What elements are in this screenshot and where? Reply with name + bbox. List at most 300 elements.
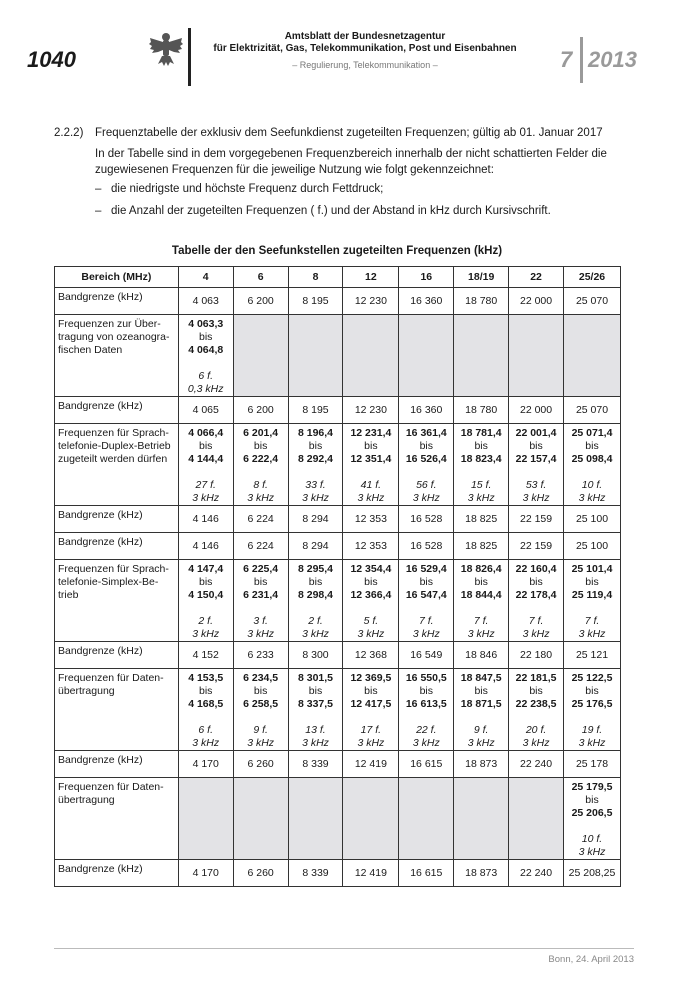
frequency-low: 18 826,4: [460, 563, 502, 575]
frequency-bis: bis: [529, 685, 543, 697]
frequency-low: 18 847,5: [460, 672, 502, 684]
table-header-row: [55, 267, 621, 288]
band-limit-cell: 25 178: [564, 751, 621, 778]
frequency-cell: [233, 424, 288, 506]
frequency-high: 6 231,4: [243, 589, 279, 601]
band-limit-cell: 12 230: [343, 397, 399, 424]
band-limit-cell: 8 294: [288, 506, 343, 533]
frequency-count: 7 f.: [528, 615, 544, 627]
band-limit-row: [55, 397, 621, 424]
band-limit-cell: 8 339: [288, 860, 343, 887]
column-header-band: 12: [343, 267, 399, 288]
frequency-step: 3 kHz: [578, 492, 606, 504]
frequency-table: [54, 266, 621, 887]
row-label: Bandgrenze (kHz): [55, 397, 179, 424]
frequency-step: 3 kHz: [357, 628, 385, 640]
frequency-step: 3 kHz: [578, 737, 606, 749]
frequency-low: 8 295,4: [297, 563, 334, 575]
cell-spacer: [343, 602, 398, 615]
cell-spacer: [564, 466, 620, 479]
frequency-low: 25 122,5: [571, 672, 613, 684]
band-limit-cell: 6 200: [233, 288, 288, 315]
shaded-cell: [399, 778, 454, 860]
frequency-step: 3 kHz: [578, 846, 606, 858]
frequency-bis: bis: [529, 576, 543, 588]
frequency-cell: [564, 424, 621, 506]
frequency-step: 3 kHz: [412, 492, 440, 504]
band-limit-cell: 12 419: [343, 860, 399, 887]
frequency-count: 2 f.: [198, 615, 214, 627]
frequency-row: [55, 778, 621, 860]
frequency-cell: [509, 424, 564, 506]
frequency-count: 15 f.: [470, 479, 492, 491]
band-limit-cell: 22 000: [509, 288, 564, 315]
frequency-low: 12 369,5: [350, 672, 392, 684]
band-limit-cell: 4 065: [178, 397, 233, 424]
frequency-high: 18 844,4: [460, 589, 502, 601]
band-limit-cell: 18 873: [454, 860, 509, 887]
band-limit-cell: 4 170: [178, 751, 233, 778]
footer-divider: [54, 948, 634, 949]
row-label: Frequenzen für Sprach-telefonie-Simplex-Be-trieb: [55, 560, 179, 642]
frequency-row: [55, 560, 621, 642]
frequency-count: 33 f.: [305, 479, 326, 491]
row-label: Bandgrenze (kHz): [55, 860, 179, 887]
frequency-count: 10 f.: [581, 479, 603, 491]
row-label: Bandgrenze (kHz): [55, 288, 179, 315]
band-limit-cell: 16 615: [399, 860, 454, 887]
frequency-step: 3 kHz: [357, 492, 385, 504]
cell-spacer: [343, 466, 398, 479]
band-limit-cell: 22 240: [509, 751, 564, 778]
band-limit-cell: 6 224: [233, 533, 288, 560]
band-limit-cell: 22 159: [509, 533, 564, 560]
cell-spacer: [564, 820, 620, 833]
row-label: Bandgrenze (kHz): [55, 533, 179, 560]
band-limit-cell: 18 780: [454, 397, 509, 424]
cell-spacer: [564, 602, 620, 615]
frequency-step: 3 kHz: [302, 628, 329, 640]
bullet-bold: [95, 181, 635, 197]
frequency-bis: bis: [529, 440, 543, 452]
column-header-band: 6: [233, 267, 288, 288]
frequency-count: 3 f.: [253, 615, 268, 627]
shaded-cell: [178, 778, 233, 860]
shaded-cell: [233, 778, 288, 860]
frequency-high: 22 178,4: [515, 589, 557, 601]
frequency-count: 53 f.: [525, 479, 547, 491]
shaded-cell: [454, 778, 509, 860]
cell-spacer: [509, 466, 563, 479]
frequency-cell: [399, 560, 454, 642]
frequency-low: 4 153,5: [188, 672, 224, 684]
column-header-bereich: Bereich (MHz): [55, 267, 179, 288]
band-limit-cell: 22 240: [509, 860, 564, 887]
cell-spacer: [289, 602, 343, 615]
band-limit-cell: 16 360: [399, 397, 454, 424]
frequency-count: 22 f.: [416, 724, 437, 736]
frequency-bis: bis: [253, 440, 268, 452]
frequency-bis: bis: [474, 576, 488, 588]
band-limit-cell: 8 300: [288, 642, 343, 669]
section-number: 2.2.2): [54, 127, 84, 139]
frequency-count: 9 f.: [253, 724, 268, 736]
band-limit-cell: 18 873: [454, 751, 509, 778]
band-limit-cell: 6 200: [233, 397, 288, 424]
frequency-count: 6 f.: [198, 724, 214, 736]
frequency-bis: bis: [474, 685, 488, 697]
frequency-step: 3 kHz: [578, 628, 606, 640]
frequency-low: 4 147,4: [188, 563, 224, 575]
frequency-step: 3 kHz: [412, 737, 440, 749]
table-title: Tabelle der den Seefunkstellen zugeteilten Frequenzen (kHz): [171, 245, 503, 257]
band-limit-cell: 12 368: [343, 642, 399, 669]
frequency-bis: bis: [585, 685, 599, 697]
frequency-count: 56 f.: [416, 479, 437, 491]
cell-spacer: [343, 711, 398, 724]
frequency-step: 3 kHz: [247, 737, 275, 749]
shaded-cell: [343, 315, 399, 397]
frequency-count: 5 f.: [363, 615, 379, 627]
cell-spacer: [289, 711, 343, 724]
frequency-low: 22 181,5: [515, 672, 557, 684]
frequency-step: 3 kHz: [522, 492, 550, 504]
row-label: Frequenzen für Daten-übertragung: [55, 778, 179, 860]
frequency-count: 7 f.: [473, 615, 489, 627]
frequency-high: 6 222,4: [243, 453, 279, 465]
frequency-step: 3 kHz: [302, 737, 329, 749]
frequency-bis: bis: [199, 440, 213, 452]
frequency-step: 3 kHz: [467, 492, 495, 504]
cell-spacer: [564, 711, 620, 724]
cell-spacer: [509, 711, 563, 724]
bullet-bold-text: die niedrigste und höchste Frequenz durch Fettdruck;: [111, 183, 384, 195]
band-limit-cell: 18 825: [454, 506, 509, 533]
frequency-low: 4 066,4: [188, 427, 224, 439]
shaded-cell: [509, 778, 564, 860]
band-limit-cell: 18 846: [454, 642, 509, 669]
column-header-band: 18/19: [454, 267, 509, 288]
section-title: Frequenztabelle der exklusiv dem Seefunkdienst zugeteilten Frequenzen; gültig ab 01. Januar 2017: [95, 127, 603, 139]
frequency-low: 22 001,4: [515, 427, 557, 439]
frequency-bis: bis: [253, 685, 268, 697]
frequency-bis: bis: [585, 794, 599, 806]
column-header-band: 4: [178, 267, 233, 288]
column-header-band: 8: [288, 267, 343, 288]
frequency-bis: bis: [308, 576, 323, 588]
frequency-cell: [343, 424, 399, 506]
frequency-bis: bis: [585, 440, 599, 452]
frequency-cell: [454, 669, 509, 751]
frequency-cell: [509, 669, 564, 751]
band-limit-cell: 4 152: [178, 642, 233, 669]
shaded-cell: [509, 315, 564, 397]
band-limit-row: [55, 642, 621, 669]
band-limit-cell: 8 339: [288, 751, 343, 778]
frequency-low: 6 234,5: [243, 672, 279, 684]
frequency-bis: bis: [419, 440, 433, 452]
frequency-low: 8 301,5: [297, 672, 334, 684]
frequency-count: 19 f.: [581, 724, 603, 736]
frequency-cell: [178, 669, 233, 751]
frequency-high: 12 366,4: [350, 589, 392, 601]
frequency-bis: bis: [199, 685, 213, 697]
row-label: Frequenzen für Sprach-telefonie-Duplex-Betrieb zugeteilt werden dürfen: [55, 424, 179, 506]
frequency-high: 8 298,4: [297, 589, 334, 601]
frequency-count: 7 f.: [584, 615, 600, 627]
band-limit-row: [55, 860, 621, 887]
band-limit-cell: 16 549: [399, 642, 454, 669]
frequency-row: [55, 424, 621, 506]
page-number: 1040: [27, 47, 76, 72]
frequency-high: 22 238,5: [515, 698, 557, 710]
frequency-high: 4 168,5: [188, 698, 224, 710]
publication-subtitle: – Regulierung, Telekommunikation –: [292, 60, 438, 70]
cell-spacer: [454, 711, 508, 724]
frequency-cell: [288, 560, 343, 642]
frequency-high: 18 871,5: [460, 698, 502, 710]
frequency-low: 16 361,4: [405, 427, 447, 439]
row-label: Bandgrenze (kHz): [55, 642, 179, 669]
frequency-bis: bis: [419, 576, 433, 588]
cell-spacer: [399, 602, 453, 615]
frequency-count: 20 f.: [525, 724, 547, 736]
frequency-low: 4 063,3: [188, 318, 224, 330]
frequency-low: 18 781,4: [460, 427, 502, 439]
frequency-low: 25 179,5: [571, 781, 613, 793]
frequency-bis: bis: [474, 440, 488, 452]
frequency-step: 3 kHz: [522, 628, 550, 640]
frequency-high: 12 351,4: [350, 453, 392, 465]
frequency-bis: bis: [308, 440, 323, 452]
footer-date: Bonn, 24. April 2013: [548, 954, 634, 965]
frequency-step: 3 kHz: [357, 737, 385, 749]
bullet-dash: –: [95, 205, 102, 217]
frequency-cell: [564, 778, 621, 860]
frequency-cell: [288, 669, 343, 751]
band-limit-cell: 8 195: [288, 288, 343, 315]
column-header-band: 25/26: [564, 267, 621, 288]
frequency-high: 22 157,4: [515, 453, 557, 465]
band-limit-cell: 16 528: [399, 533, 454, 560]
frequency-cell: [399, 669, 454, 751]
frequency-low: 6 225,4: [243, 563, 279, 575]
frequency-high: 4 064,8: [188, 344, 224, 356]
band-limit-cell: 25 100: [564, 506, 621, 533]
frequency-step: 0,3 kHz: [187, 383, 224, 395]
frequency-cell: [564, 669, 621, 751]
band-limit-cell: 22 159: [509, 506, 564, 533]
frequency-bis: bis: [199, 331, 213, 343]
section-description: In der Tabelle sind in dem vorgegebenen Frequenzbereich innerhalb der nicht schattierten Felder die zugewiesenen Frequenzen für die jeweilige Nutzung wie folgt gekennzeichnet:: [95, 148, 607, 176]
shaded-cell: [233, 315, 288, 397]
frequency-cell: [343, 669, 399, 751]
frequency-count: 2 f.: [308, 615, 323, 627]
band-limit-cell: 4 146: [178, 506, 233, 533]
frequency-step: 3 kHz: [412, 628, 440, 640]
cell-spacer: [234, 466, 288, 479]
frequency-high: 8 337,5: [297, 698, 334, 710]
frequency-bis: bis: [199, 576, 213, 588]
frequency-bis: bis: [364, 576, 378, 588]
frequency-low: 25 101,4: [571, 563, 613, 575]
frequency-step: 3 kHz: [247, 492, 275, 504]
bullet-italic-text: die Anzahl der zugeteilten Frequenzen ( f.) und der Abstand in kHz durch Kursivschrift.: [111, 205, 551, 217]
frequency-low: 12 354,4: [350, 563, 392, 575]
shaded-cell: [454, 315, 509, 397]
frequency-step: 3 kHz: [247, 628, 275, 640]
frequency-step: 3 kHz: [467, 737, 495, 749]
band-limit-cell: 12 353: [343, 506, 399, 533]
frequency-step: 3 kHz: [522, 737, 550, 749]
bullet-italic: [95, 203, 635, 219]
frequency-count: 13 f.: [305, 724, 326, 736]
band-limit-cell: 22 180: [509, 642, 564, 669]
frequency-count: 8 f.: [253, 479, 268, 491]
frequency-count: 9 f.: [473, 724, 489, 736]
issue-year: 2013: [588, 47, 637, 72]
band-limit-cell: 25 208,25: [564, 860, 621, 887]
publication-title-line1: Amtsblatt der Bundesnetzagentur: [284, 31, 446, 42]
row-label: Frequenzen für Daten-übertragung: [55, 669, 179, 751]
issue-number: 7: [560, 47, 573, 72]
band-limit-cell: 6 260: [233, 751, 288, 778]
frequency-high: 4 144,4: [188, 453, 224, 465]
band-limit-cell: 6 233: [233, 642, 288, 669]
band-limit-cell: 18 780: [454, 288, 509, 315]
header-divider: [188, 28, 191, 86]
frequency-high: 25 206,5: [571, 807, 613, 819]
frequency-high: 16 547,4: [405, 589, 447, 601]
frequency-high: 18 823,4: [460, 453, 502, 465]
frequency-bis: bis: [253, 576, 268, 588]
frequency-high: 6 258,5: [243, 698, 279, 710]
frequency-cell: [288, 424, 343, 506]
publication-title-line2: für Elektrizität, Gas, Telekommunikation, Post und Eisenbahnen: [213, 43, 517, 54]
frequency-cell: [564, 560, 621, 642]
frequency-cell: [509, 560, 564, 642]
cell-spacer: [289, 466, 343, 479]
band-limit-cell: 25 121: [564, 642, 621, 669]
frequency-low: 16 529,4: [405, 563, 447, 575]
band-limit-cell: 16 528: [399, 506, 454, 533]
band-limit-cell: 25 070: [564, 288, 621, 315]
cell-spacer: [179, 711, 233, 724]
row-label: Frequenzen zur Über-tragung von ozeanogra-fischen Daten: [55, 315, 179, 397]
band-limit-row: [55, 533, 621, 560]
cell-spacer: [234, 602, 288, 615]
frequency-count: 41 f.: [360, 479, 382, 491]
frequency-low: 22 160,4: [515, 563, 557, 575]
band-limit-cell: 22 000: [509, 397, 564, 424]
band-limit-cell: 8 195: [288, 397, 343, 424]
frequency-high: 12 417,5: [350, 698, 392, 710]
cell-spacer: [399, 466, 453, 479]
row-label: Bandgrenze (kHz): [55, 506, 179, 533]
frequency-cell: [233, 560, 288, 642]
band-limit-cell: 12 353: [343, 533, 399, 560]
frequency-cell: [178, 315, 233, 397]
frequency-bis: bis: [364, 440, 378, 452]
frequency-high: 4 150,4: [188, 589, 224, 601]
band-limit-cell: 16 615: [399, 751, 454, 778]
frequency-cell: [178, 424, 233, 506]
band-limit-row: [55, 751, 621, 778]
frequency-row: [55, 669, 621, 751]
frequency-low: 25 071,4: [571, 427, 613, 439]
frequency-high: 25 098,4: [571, 453, 613, 465]
band-limit-cell: 12 419: [343, 751, 399, 778]
shaded-cell: [399, 315, 454, 397]
shaded-cell: [564, 315, 621, 397]
frequency-cell: [454, 424, 509, 506]
frequency-high: 8 292,4: [297, 453, 334, 465]
shaded-cell: [288, 315, 343, 397]
frequency-bis: bis: [308, 685, 323, 697]
column-header-band: 22: [509, 267, 564, 288]
frequency-bis: bis: [419, 685, 433, 697]
frequency-count: 17 f.: [360, 724, 382, 736]
frequency-count: 7 f.: [418, 615, 434, 627]
frequency-low: 6 201,4: [243, 427, 279, 439]
band-limit-row: [55, 506, 621, 533]
band-limit-cell: 6 260: [233, 860, 288, 887]
shaded-cell: [288, 778, 343, 860]
frequency-cell: [233, 669, 288, 751]
frequency-cell: [454, 560, 509, 642]
column-header-band: 16: [399, 267, 454, 288]
federal-eagle-logo: [148, 30, 184, 70]
frequency-bis: bis: [585, 576, 599, 588]
band-limit-cell: 25 100: [564, 533, 621, 560]
issue-info: [560, 47, 637, 73]
frequency-high: 25 119,4: [571, 589, 613, 601]
frequency-row: [55, 315, 621, 397]
frequency-high: 16 526,4: [405, 453, 447, 465]
band-limit-cell: 16 360: [399, 288, 454, 315]
frequency-low: 16 550,5: [405, 672, 447, 684]
frequency-step: 3 kHz: [192, 628, 220, 640]
cell-spacer: [179, 602, 233, 615]
frequency-count: 27 f.: [195, 479, 216, 491]
row-label: Bandgrenze (kHz): [55, 751, 179, 778]
band-limit-row: [55, 288, 621, 315]
shaded-cell: [343, 778, 399, 860]
frequency-count: 6 f.: [198, 370, 214, 382]
cell-spacer: [509, 602, 563, 615]
band-limit-cell: 6 224: [233, 506, 288, 533]
frequency-count: 10 f.: [581, 833, 603, 845]
cell-spacer: [179, 466, 233, 479]
frequency-bis: bis: [364, 685, 378, 697]
cell-spacer: [454, 466, 508, 479]
band-limit-cell: 18 825: [454, 533, 509, 560]
frequency-high: 16 613,5: [405, 698, 447, 710]
cell-spacer: [179, 357, 233, 370]
frequency-high: 25 176,5: [571, 698, 613, 710]
publication-title: [200, 31, 530, 55]
band-limit-cell: 12 230: [343, 288, 399, 315]
frequency-step: 3 kHz: [192, 737, 220, 749]
band-limit-cell: 8 294: [288, 533, 343, 560]
frequency-cell: [178, 560, 233, 642]
band-limit-cell: 4 170: [178, 860, 233, 887]
band-limit-cell: 25 070: [564, 397, 621, 424]
frequency-cell: [343, 560, 399, 642]
frequency-low: 12 231,4: [350, 427, 392, 439]
band-limit-cell: 4 063: [178, 288, 233, 315]
frequency-step: 3 kHz: [467, 628, 495, 640]
